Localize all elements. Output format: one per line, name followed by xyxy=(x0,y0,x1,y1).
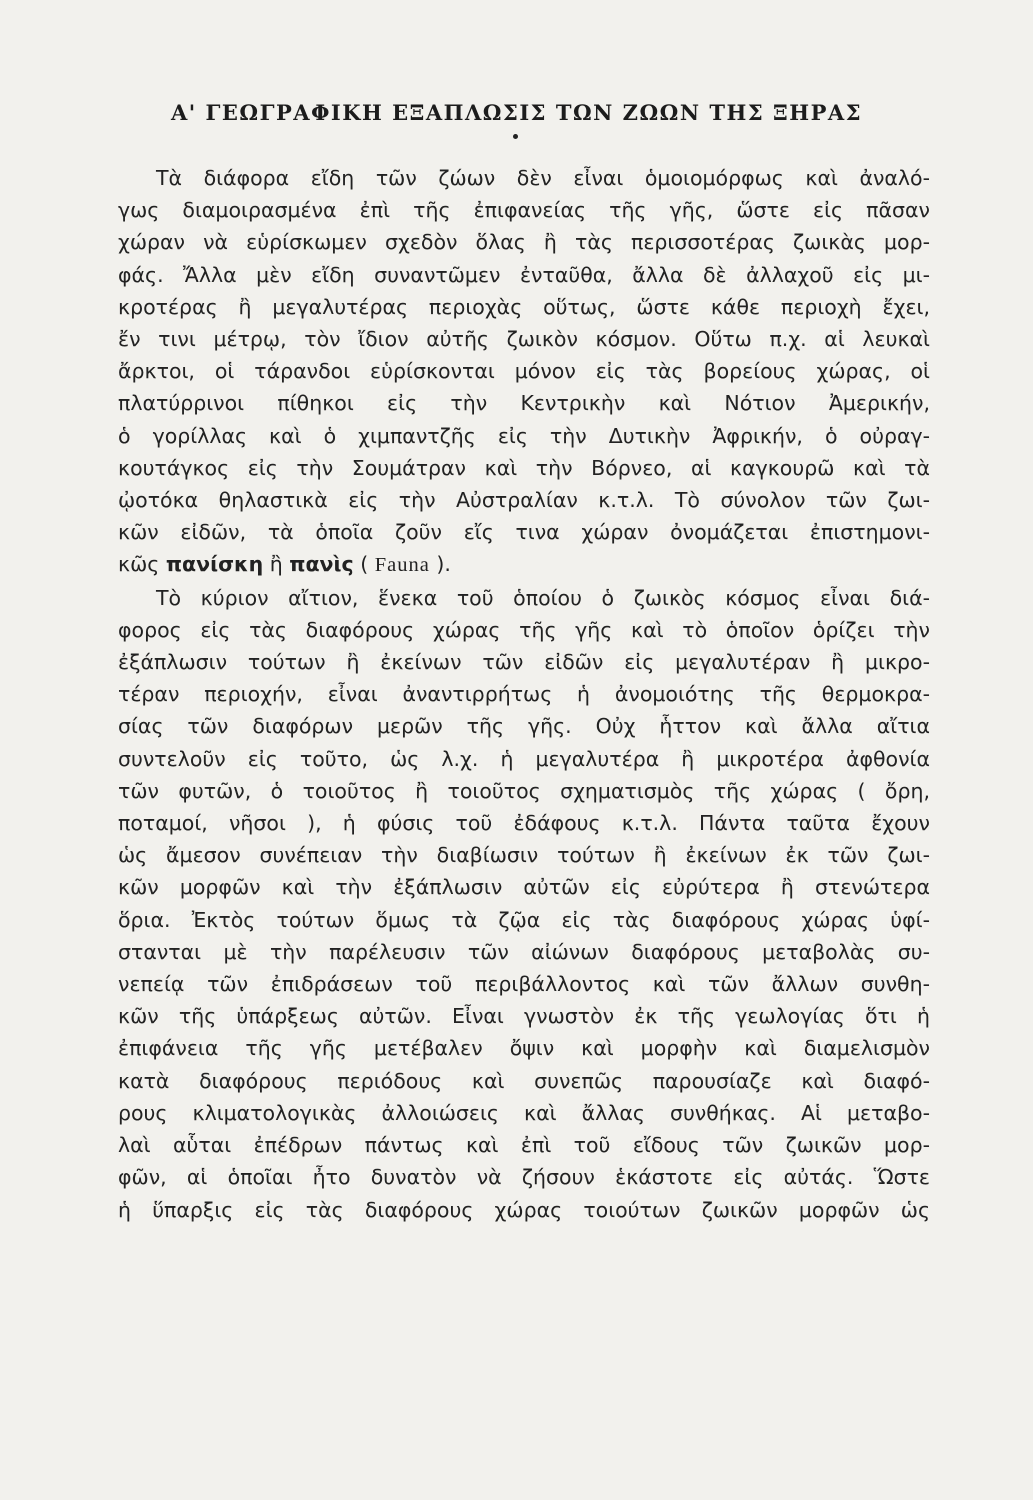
p1-line: χώραν νὰ εὑρίσκωμεν σχεδὸν ὅλας ἢ τὰς περισσοτέρας ζωικὰς μορ- xyxy=(118,230,930,255)
p1-line: πλατύρρινοι πίθηκοι εἰς τὴν Κεντρικὴν καὶ Νότιον Ἀμερικήν, xyxy=(118,391,930,416)
p2-line: φῶν, αἱ ὁποῖαι ἦτο δυνατὸν νὰ ζήσουν ἑκάστοτε εἰς αὐτάς. Ὥστε xyxy=(118,1165,930,1190)
body-text xyxy=(118,162,930,1226)
p2-line: ὅρια. Ἐκτὸς τούτων ὅμως τὰ ζῷα εἰς τὰς διαφόρους χώρας ὑφί- xyxy=(118,907,930,932)
p1-last-line xyxy=(118,548,930,581)
p1-line: ἄρκτοι, οἱ τάρανδοι εὑρίσκονται μόνον εἰς τὰς βορείους χώρας, οἱ xyxy=(118,359,930,384)
p1-line: ᾠοτόκα θηλαστικὰ εἰς τὴν Αὐστραλίαν κ.τ.λ. Τὸ σύνολον τῶν ζωι- xyxy=(118,488,930,513)
p2-line: ἐπιφάνεια τῆς γῆς μετέβαλεν ὄψιν καὶ μορφὴν καὶ διαμελισμὸν xyxy=(118,1036,930,1061)
term-panis: πανὶς xyxy=(289,552,354,577)
p1-line: κῶν εἰδῶν, τὰ ὁποῖα ζοῦν εἴς τινα χώραν ὀνομάζεται ἐπιστημονι- xyxy=(118,520,930,545)
p2-line: σίας τῶν διαφόρων μερῶν τῆς γῆς. Οὐχ ἧττον καὶ ἄλλα αἴτια xyxy=(118,714,930,739)
p2-line: Τὸ κύριον αἴτιον, ἕνεκα τοῦ ὁποίου ὁ ζωικὸς κόσμος εἶναι διά- xyxy=(156,585,930,610)
p2-line: λαὶ αὗται ἐπέδρων πάντως καὶ ἐπὶ τοῦ εἴδους τῶν ζωικῶν μορ- xyxy=(118,1133,930,1158)
latin-close: ). xyxy=(429,552,451,577)
p1-line: Τὰ διάφορα εἴδη τῶν ζώων δὲν εἶναι ὁμοιομόρφως καὶ ἀναλό- xyxy=(156,166,930,190)
p2-line: ἐξάπλωσιν τούτων ἢ ἐκείνων τῶν εἰδῶν εἰς μεγαλυτέραν ἢ μικρο- xyxy=(118,650,930,675)
p2-line: ποταμοί, νῆσοι ), ἡ φύσις τοῦ ἐδάφους κ.τ.λ. Πάντα ταῦτα ἔχουν xyxy=(118,811,930,836)
latin-term-fauna: Fauna xyxy=(374,554,430,577)
p2-line: τέραν περιοχήν, εἶναι ἀναντιρρήτως ἡ ἀνομοιότης τῆς θερμοκρα- xyxy=(118,682,930,707)
p2-line: ρους κλιματολογικὰς ἀλλοιώσεις καὶ ἄλλας συνθήκας. Αἱ μεταβο- xyxy=(118,1100,930,1125)
p2-line: κῶν μορφῶν καὶ τὴν ἐξάπλωσιν αὐτῶν εἰς εὐρύτερα ἢ στενώτερα xyxy=(118,875,930,900)
p2-line: κῶν τῆς ὑπάρξεως αὐτῶν. Εἶναι γνωστὸν ἐκ τῆς γεωλογίας ὅτι ἡ xyxy=(118,1004,930,1029)
p1-line: ὁ γορίλλας καὶ ὁ χιμπαντζῆς εἰς τὴν Δυτικὴν Ἀφρικήν, ὁ οὐραγ- xyxy=(118,423,930,448)
p1-line: ἔν τινι μέτρῳ, τὸν ἴδιον αὐτῆς ζωικὸν κόσμον. Οὕτω π.χ. αἱ λευκαὶ xyxy=(118,327,930,352)
p2-line: ὡς ἄμεσον συνέπειαν τὴν διαβίωσιν τούτων ἢ ἐκείνων ἐκ τῶν ζωι- xyxy=(118,843,930,868)
p2-line: φορος εἰς τὰς διαφόρους χώρας τῆς γῆς καὶ τὸ ὁποῖον ὁρίζει τὴν xyxy=(118,617,930,642)
p1-line: κροτέρας ἢ μεγαλυτέρας περιοχὰς οὕτως, ὥστε κάθε περιοχὴ ἔχει, xyxy=(118,294,930,319)
chapter-heading: Α' ΓΕΩΓΡΑΦΙΚΗ ΕΞΑΠΛΩΣΙΣ ΤΩΝ ΖΩΩΝ ΤΗΣ ΞΗΡΑΣ xyxy=(170,100,863,125)
p2-line: νεπείᾳ τῶν ἐπιδράσεων τοῦ περιβάλλοντος καὶ τῶν ἄλλων συνθη- xyxy=(118,972,930,997)
p2-line: στανται μὲ τὴν παρέλευσιν τῶν αἰώνων διαφόρους μεταβολὰς συ- xyxy=(118,939,930,964)
p2-line: συντελοῦν εἰς τοῦτο, ὡς λ.χ. ἡ μεγαλυτέρα ἢ μικροτέρα ἀφθονία xyxy=(118,746,930,771)
p1-line: φάς. Ἄλλα μὲν εἴδη συναντῶμεν ἐνταῦθα, ἄλλα δὲ ἀλλαχοῦ εἰς μι- xyxy=(118,262,930,287)
p1-line: γως διαμοιρασμένα ἐπὶ τῆς ἐπιφανείας τῆς γῆς, ὥστε εἰς πᾶσαν xyxy=(118,198,930,223)
p2-line: κατὰ διαφόρους περιόδους καὶ συνεπῶς παρουσίαζε καὶ διαφό- xyxy=(118,1068,930,1093)
p1-last-prefix: κῶς xyxy=(118,552,160,577)
p2-line: τῶν φυτῶν, ὁ τοιοῦτος ἢ τοιοῦτος σχηματισμὸς τῆς χώρας ( ὄρη, xyxy=(118,778,930,803)
term-paniski: πανίσκη xyxy=(165,552,264,577)
term-connector: ἢ xyxy=(269,552,283,577)
heading-dot xyxy=(513,134,518,139)
latin-open: ( xyxy=(360,552,375,577)
p2-line: ἡ ὕπαρξις εἰς τὰς διαφόρους χώρας τοιούτων ζωικῶν μορφῶν ὡς xyxy=(118,1197,930,1222)
p1-line: κουτάγκος εἰς τὴν Σουμάτραν καὶ τὴν Βόρνεο, αἱ καγκουρῶ καὶ τὰ xyxy=(118,455,930,480)
